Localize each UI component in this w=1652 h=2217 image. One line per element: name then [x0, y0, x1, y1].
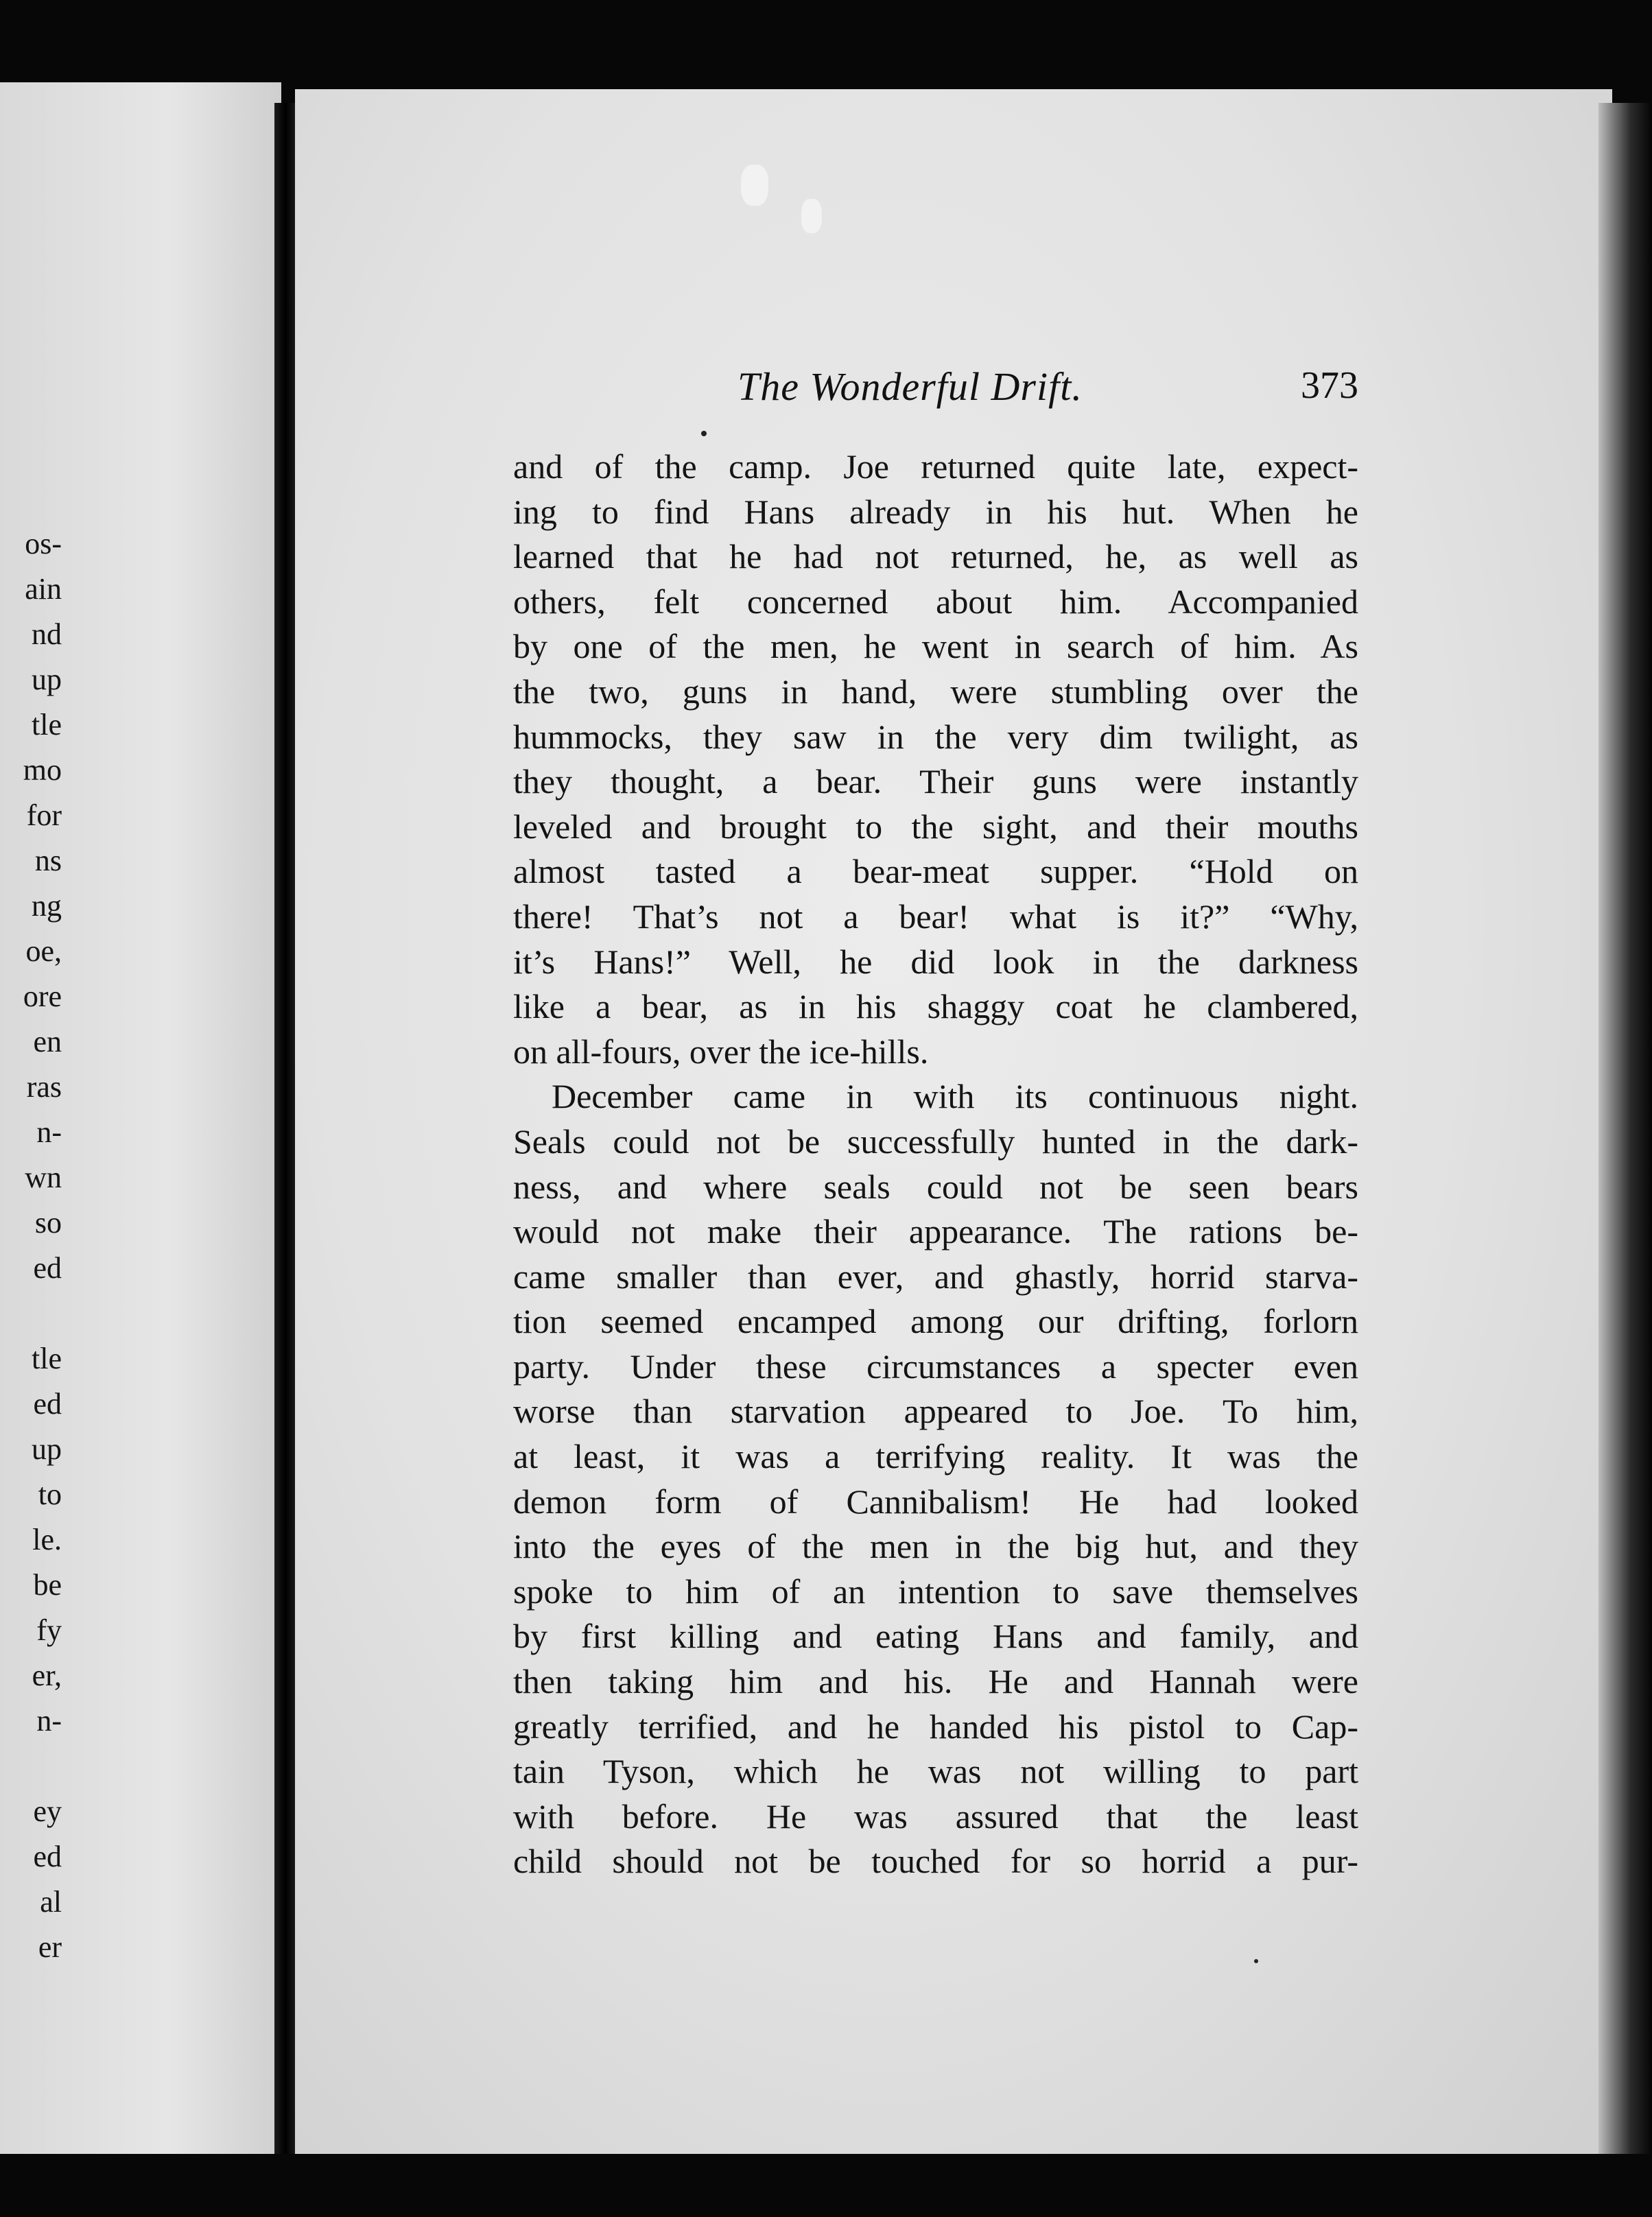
text-line: Seals could not be successfully hunted in the dark- — [513, 1122, 1358, 1161]
left-page-fragment: oe, — [25, 934, 62, 968]
left-page-fragment: fy — [36, 1613, 62, 1647]
paragraph-1 — [513, 444, 1358, 1074]
text-line: demon form of Cannibalism! He had looked — [513, 1482, 1358, 1521]
left-page-fragment: er, — [32, 1659, 62, 1692]
scan-speck — [701, 431, 707, 436]
left-page-fragment: en — [33, 1025, 62, 1058]
text-line: it’s Hans!” Well, he did look in the darkness — [513, 942, 1358, 981]
text-line: child should not be touched for so horrid a pur- — [513, 1842, 1358, 1881]
left-page-fragment: be — [33, 1568, 62, 1602]
left-page-fragment: ore — [23, 980, 62, 1013]
page-number: 373 — [1301, 364, 1358, 407]
right-page-edge — [1598, 103, 1652, 2154]
left-page-fragments — [0, 521, 62, 1970]
text-line: the two, guns in hand, were stumbling over the — [513, 672, 1358, 711]
left-page-fragment: ns — [34, 844, 62, 877]
text-line: then taking him and his. He and Hannah were — [513, 1662, 1358, 1701]
left-page-fragment: for — [26, 798, 62, 832]
text-line: hummocks, they saw in the very dim twilight, as — [513, 717, 1358, 756]
left-page-fragment: ed — [33, 1387, 62, 1421]
text-line: into the eyes of the men in the big hut, and they — [513, 1527, 1358, 1566]
text-line: learned that he had not returned, he, as well as — [513, 537, 1358, 576]
body-text — [513, 444, 1358, 1884]
text-line: others, felt concerned about him. Accompanied — [513, 582, 1358, 621]
left-page-fragment: er — [38, 1930, 62, 1964]
left-page-fragment: up — [32, 1432, 62, 1466]
text-line: they thought, a bear. Their guns were instantly — [513, 762, 1358, 801]
left-page-fragment: ey — [33, 1794, 62, 1828]
text-line: like a bear, as in his shaggy coat he clambered, — [513, 987, 1358, 1026]
text-line: by first killing and eating Hans and family, and — [513, 1617, 1358, 1656]
text-line: on all-fours, over the ice-hills. — [513, 1032, 929, 1071]
left-page-fragment — [0, 1744, 62, 1789]
text-line: would not make their appearance. The rations be- — [513, 1212, 1358, 1251]
text-line: ness, and where seals could not be seen bears — [513, 1167, 1358, 1206]
text-line: with before. He was assured that the least — [513, 1797, 1358, 1836]
text-line: worse than starvation appeared to Joe. To him, — [513, 1392, 1358, 1431]
left-page-fragment: os- — [25, 527, 62, 560]
left-page-fragment: tle — [32, 1342, 62, 1375]
left-page-fragment: up — [32, 663, 62, 696]
left-page-fragment: nd — [32, 617, 62, 651]
left-page-fragment: tle — [32, 708, 62, 742]
left-page — [0, 82, 281, 2154]
scan-speck — [1254, 1959, 1258, 1963]
text-line: tion seemed encamped among our drifting, forlorn — [513, 1302, 1358, 1341]
left-page-fragment: ain — [25, 572, 62, 606]
text-line: ing to find Hans already in his hut. When he — [513, 492, 1358, 531]
left-page-fragment: le. — [32, 1523, 62, 1556]
left-page-fragment: wn — [25, 1161, 62, 1194]
text-line: there! That’s not a bear! what is it?” “Why, — [513, 897, 1358, 936]
left-page-fragment: mo — [23, 753, 62, 787]
left-page-fragment: so — [34, 1206, 62, 1240]
text-line: at least, it was a terrifying reality. It was the — [513, 1437, 1358, 1476]
text-line: greatly terrified, and he handed his pistol to Cap- — [513, 1707, 1358, 1746]
text-line: spoke to him of an intention to save themselves — [513, 1572, 1358, 1611]
text-line: came smaller than ever, and ghastly, horrid starva- — [513, 1257, 1358, 1296]
text-line: and of the camp. Joe returned quite late, expect- — [513, 447, 1358, 486]
text-line: by one of the men, he went in search of him. As — [513, 627, 1358, 666]
text-line: almost tasted a bear-meat supper. “Hold on — [513, 852, 1358, 891]
left-page-fragment: ed — [33, 1251, 62, 1285]
paragraph-2 — [513, 1074, 1358, 1884]
left-page-fragment: n- — [36, 1115, 62, 1149]
left-page-fragment: to — [38, 1478, 62, 1511]
left-page-fragment: ed — [33, 1840, 62, 1873]
left-page-fragment — [0, 1291, 62, 1336]
left-page-fragment: n- — [36, 1704, 62, 1738]
left-page-fragment: ras — [26, 1070, 62, 1104]
left-page-fragment: al — [40, 1885, 62, 1919]
scan-speck — [801, 199, 822, 233]
text-line: leveled and brought to the sight, and their mouths — [513, 807, 1358, 846]
text-line: December came in with its continuous night. — [552, 1077, 1358, 1116]
running-head — [738, 364, 1358, 418]
running-head-title: The Wonderful Drift. — [738, 364, 1083, 409]
scan-speck — [741, 165, 768, 206]
left-page-fragment: ng — [32, 889, 62, 923]
text-line: tain Tyson, which he was not willing to part — [513, 1752, 1358, 1791]
text-line: party. Under these circumstances a specter even — [513, 1347, 1358, 1386]
